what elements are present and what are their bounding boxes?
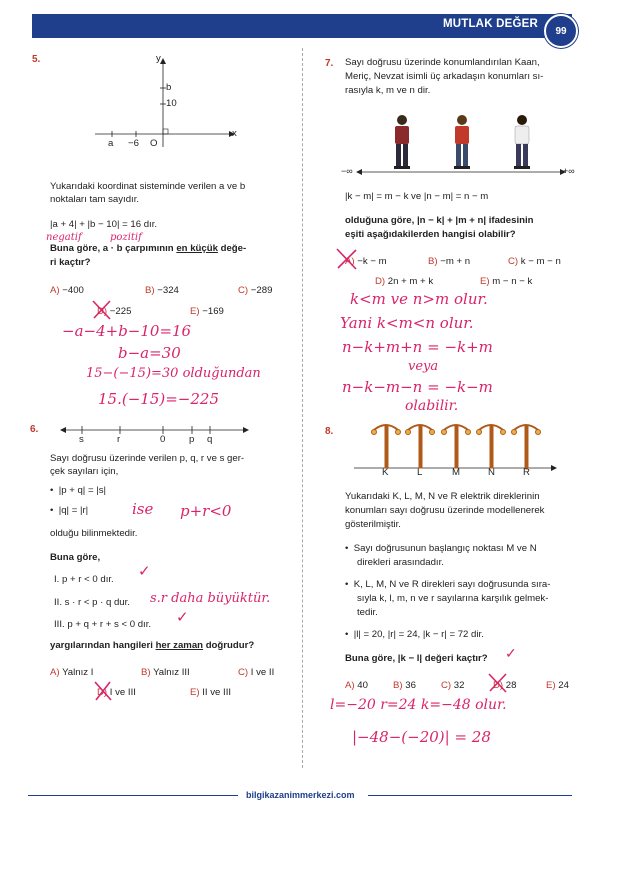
q6-check-1-icon: ✓: [138, 563, 151, 580]
q5-hand-negatif: negatif: [46, 232, 82, 243]
q5-question-1: Buna göre, a · b çarpımının en küçük değe-: [50, 243, 247, 254]
column-divider: [302, 48, 303, 768]
q6-number: 6.: [30, 424, 39, 435]
q8-bullet-3: • |l| = 20, |r| = 24, |k − r| = 72 dir.: [345, 629, 484, 640]
q8-text-1: Yukarıdaki K, L, M, N ve R elektrik direklerinin: [345, 491, 540, 502]
q5-axis-b-label: b: [166, 82, 172, 93]
q7-question-2: eşiti aşağıdakilerden hangisi olabilir?: [345, 229, 516, 240]
q8-pole-label-m: M: [452, 467, 460, 478]
q5-axis-origin-label: O: [150, 138, 158, 149]
q8-pole-label-l: L: [417, 467, 423, 478]
pole-n-icon: [477, 425, 506, 468]
q6-option-c: C) I ve II: [238, 667, 275, 678]
q8-text-2: konumları sayı doğrusu üzerinde modellenerek: [345, 505, 545, 516]
q7-text-1: Sayı doğrusu üzerinde konumlandırılan Kaan,: [345, 57, 540, 68]
q5-option-a: A) −400: [50, 285, 84, 296]
q6-check-3-icon: ✓: [176, 609, 189, 626]
q8-question: Buna göre, |k − l| değeri kaçtır?: [345, 653, 488, 664]
q5-question-2: ri kaçtır?: [50, 257, 91, 268]
q5-option-e: E) −169: [190, 306, 224, 317]
q6-bullet-2: • |q| = |r|: [50, 505, 89, 516]
q7-question-1: olduğuna göre, |n − k| + |m + n| ifadesinin: [345, 215, 534, 226]
q7-hand-line-2: Yani k<m<n olur.: [340, 314, 474, 332]
q5-number: 5.: [32, 54, 41, 65]
q6-hand-ise: ise: [132, 500, 154, 518]
q5-option-d: D) −225: [97, 306, 132, 317]
footer-site: bilgikazanimmerkezi.com: [246, 790, 355, 800]
q8-bullet-2c: tedir.: [357, 607, 378, 618]
footer-line-right: [368, 795, 572, 796]
q6-known: olduğu bilinmektedir.: [50, 528, 138, 539]
q6-answer-mark-icon: [92, 679, 114, 703]
person-meric-icon: [454, 115, 470, 169]
q8-bullet-1b: direkleri arasındadır.: [357, 557, 444, 568]
q6-label-r: r: [117, 434, 121, 445]
q5-axis-10-label: 10: [166, 98, 177, 109]
q8-check-icon: ✓: [505, 645, 517, 661]
q8-option-d: D) 28: [493, 680, 517, 691]
q7-text-3: rasıyla k, m ve n dir.: [345, 85, 431, 96]
pole-l-icon: [406, 425, 435, 468]
q7-hand-line-1: k<m ve n>m olur.: [350, 290, 488, 308]
q8-hand-line-2: |−48−(−20)| = 28: [352, 728, 491, 746]
q7-number-line-figure: [340, 110, 580, 180]
q6-label-s: s: [79, 434, 84, 445]
q6-label-q: q: [207, 434, 213, 445]
footer-line-left: [28, 795, 238, 796]
q5-text-2: noktaları tam sayıdır.: [50, 194, 140, 205]
q6-option-a: A) Yalnız I: [50, 667, 94, 678]
q8-hand-line-1: l=−20 r=24 k=−48 olur.: [330, 697, 507, 713]
pole-r-icon: [512, 425, 541, 468]
pole-m-icon: [442, 425, 471, 468]
q5-hand-line-2: b−a=30: [118, 344, 181, 362]
q6-option-d: D) I ve III: [97, 687, 136, 698]
q6-question: yargılarından hangileri her zaman doğrudur?: [50, 640, 255, 651]
q7-hand-line-5: n−k−m−n = −k−m: [342, 378, 493, 396]
q5-option-c: C) −289: [238, 285, 273, 296]
q6-option-b: B) Yalnız III: [141, 667, 190, 678]
q6-hand-pr: p+r<0: [180, 502, 232, 520]
q8-number: 8.: [325, 426, 334, 437]
q7-option-c: C) k − m − n: [508, 256, 561, 267]
q7-hand-line-6: olabilir.: [405, 398, 459, 414]
q8-answer-mark-icon: [486, 671, 510, 695]
q6-label-p: p: [189, 434, 195, 445]
q5-hand-line-4: 15.(−15)=−225: [98, 390, 219, 408]
q6-number-line: [60, 422, 250, 438]
q5-equation: |a + 4| + |b − 10| = 16 dır.: [50, 219, 158, 230]
q5-axis-y-label: y: [156, 53, 161, 64]
q8-bullet-2b: sıyla k, l, m, n ve r sayılarına karşılık gelmek-: [357, 593, 549, 604]
q6-buna: Buna göre,: [50, 552, 101, 563]
q5-axis-m6-label: −6: [128, 138, 139, 149]
q8-bullet-2a: • K, L, M, N ve R direkleri sayı doğrusunda sıra-: [345, 579, 551, 590]
person-nevzat-icon: [514, 115, 530, 169]
q8-option-e: E) 24: [546, 680, 569, 691]
q6-statement-2: II. s · r < p · q dur.: [54, 597, 130, 608]
q7-option-b: B) −m + n: [428, 256, 471, 267]
q7-pos-infinity: +∞: [563, 166, 575, 176]
q6-statement-1: I. p + r < 0 dır.: [54, 574, 114, 585]
pole-k-icon: [372, 425, 401, 468]
q7-option-a: A) −k − m: [345, 256, 387, 267]
q7-hand-line-4: veya: [408, 359, 439, 374]
q7-hand-line-3: n−k+m+n = −k+m: [342, 338, 493, 356]
q8-option-b: B) 36: [393, 680, 416, 691]
person-kaan-icon: [394, 115, 410, 169]
q7-equation: |k − m| = m − k ve |n − m| = n − m: [345, 191, 489, 202]
q6-hand-sr: s.r daha büyüktür.: [150, 591, 271, 606]
q5-axis-x-label: x: [232, 128, 237, 139]
q7-option-e: E) m − n − k: [480, 276, 533, 287]
header-title: MUTLAK DEĞER: [442, 18, 538, 30]
q8-option-a: A) 40: [345, 680, 368, 691]
q7-neg-infinity: −∞: [341, 166, 353, 176]
q8-option-c: C) 32: [441, 680, 465, 691]
q6-option-e: E) II ve III: [190, 687, 232, 698]
q8-pole-label-r: R: [523, 467, 530, 478]
q7-text-2: Meriç, Nevzat isimli üç arkadaşın konumları sı-: [345, 71, 544, 82]
q8-text-3: gösterilmiştir.: [345, 519, 401, 530]
q6-text-2: çek sayıları için,: [50, 466, 119, 477]
q5-hand-line-1: −a−4+b−10=16: [62, 322, 192, 340]
q8-bullet-1a: • Sayı doğrusunun başlangıç noktası M ve N: [345, 543, 537, 554]
q8-pole-label-n: N: [488, 467, 495, 478]
q8-pole-label-k: K: [382, 467, 389, 478]
q7-answer-mark-icon: [334, 246, 360, 272]
q7-option-d: D) 2n + m + k: [375, 276, 434, 287]
q6-statement-3: III. p + q + r + s < 0 dır.: [54, 619, 152, 630]
q5-hand-line-3: 15−(−15)=30 olduğundan: [86, 366, 261, 381]
q5-axis-a-label: a: [108, 138, 114, 149]
q5-text-1: Yukarıdaki koordinat sisteminde verilen a ve b: [50, 181, 246, 192]
q5-hand-pozitif: pozitif: [110, 232, 142, 243]
q6-text-1: Sayı doğrusu üzerinde verilen p, q, r ve s ger-: [50, 453, 245, 464]
q6-label-zero: 0: [160, 434, 166, 445]
page-number: 99: [555, 25, 567, 37]
q5-option-b: B) −324: [145, 285, 179, 296]
q6-bullet-1: • |p + q| = |s|: [50, 485, 107, 496]
q5-answer-mark-icon: [90, 298, 114, 322]
q7-number: 7.: [325, 58, 334, 69]
page-number-badge: [544, 14, 578, 48]
